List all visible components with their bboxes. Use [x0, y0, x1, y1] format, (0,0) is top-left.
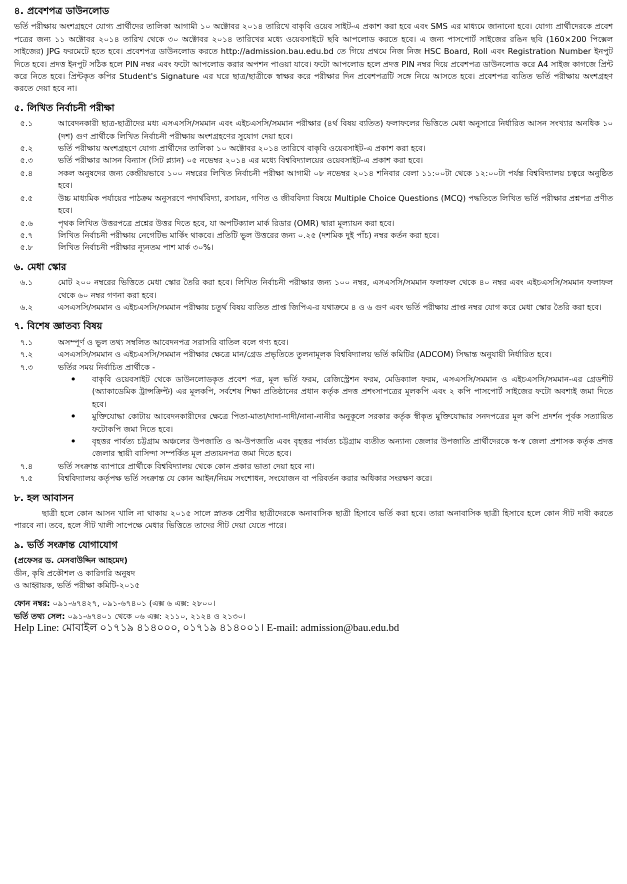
list-item [14, 473, 613, 485]
list-item [14, 277, 613, 302]
bullet-item: • বাকৃবি ওয়েবসাইট থেকে ডাউনলোডকৃত প্রবেশ পত্র, মূল ভর্তি ফরম, রেজিস্ট্রেশন ফরম, মেডিক্যাল ফরম, এসএসসি/সমমান ও এইচএসসি/সমমান-এর গ্রেডশীট (অ্যাকাডেমিক ট্রান্সক্রিপ্ট) এর মূলকপি, সর্বশেষ শিক্ষা প্রতিষ্ঠানের প্রধান কর্তৃক প্রদত্ত প্রশংসাপত্রের মূলকপি এবং ২ কপি পাসপোর্ট সাইজের ফটো অবশ্যই জমা দিতে হবে। [70, 374, 613, 411]
bullet-item: • মুক্তিযোদ্ধা কোটায় আবেদনকারীদের ক্ষেত্রে পিতা-মাতা/দাদা-দাদী/নানা-নানীর অনুকূলে সরকার কর্তৃক স্বীকৃত মুক্তিযোদ্ধার সনদপত্রের মূল কপি প্রদর্শন পূর্বক সত্যায়িত ফটোকপি জমা দিতে হবে। [70, 411, 613, 436]
item-text: লিখিত নির্বাচনী পরীক্ষায় নেগেটিভ মার্কিং থাকবে। প্রতিটি ভুল উত্তরের জন্য ০.২৫ (দশমিক দুই পাঁচ) নম্বর কর্তন করা হবে। [58, 230, 440, 240]
item-number: ৭.২ [20, 350, 33, 360]
item-number: ৭.৩ [20, 362, 33, 372]
item-text: অসম্পূর্ণ ও ভুল তথ্য সম্বলিত আবেদনপত্র সরাসরি বাতিল বলে গণ্য হবে। [58, 337, 289, 347]
item-number: ৬.২ [20, 302, 33, 312]
contact-name: (প্রফেসর ড. মেসবাউদ্দিন আহমেদ) [14, 556, 128, 566]
item-number: ৫.২ [20, 144, 33, 154]
section-title: ৯. ভর্তি সংক্রান্ত যোগাযোগ [14, 539, 118, 551]
helpline-label: Help Line: [14, 623, 60, 635]
section-body: ছাত্রী হলে কোন আসন খালি না থাকায় ২০১৫ সালে স্নাতক শ্রেণীর ছাত্রীদেরকে অনাবাসিক ছাত্রী হিসাবে ভর্তি করা হবে। তারা অনাবাসিক ছাত্রী হিসাবে হলে কোন সীট দাবী করতে পারবে না। তবে, হলে সীট খালী সাপেক্ষে মেধার ভিত্তিতে তাদের সীট দেয়া যেতে পারে। [14, 509, 613, 531]
info-cell-value: ০৯১-৬৭৪০১ থেকে ০৬ এক্স: ২১১০, ২১২৪ ও ২১৩০। [67, 611, 246, 621]
list-item [14, 461, 613, 473]
section-written-exam [14, 103, 613, 255]
phone-value: ০৯১-৬৭৪২৭, ০৯১-৬৭৪০১ (এক্স ৬ এক্স: ২৮০০। [52, 599, 216, 609]
section-merit-score [14, 262, 613, 315]
list-item [14, 118, 613, 143]
info-cell-line [14, 611, 613, 623]
item-text: ভর্তির সময় নির্বাচিত প্রার্থীকে - [58, 362, 156, 372]
item-number: ৬.১ [20, 278, 33, 288]
item-number: ৫.৭ [20, 230, 33, 240]
list-item [14, 143, 613, 155]
section-body: ভর্তি পরীক্ষায় অংশগ্রহণে যোগ্য প্রার্থীদের তালিকা আগামী ১০ অক্টোবর ২০১৪ তারিখে বাকৃবি ওয়েব সাইট-এ প্রকাশ করা হবে এবং SMS এর মাধ্যমে জানানো হবে। যোগ্য প্রার্থীদেরকে প্রবেশ পত্রের জন্য ১১ অক্টোবর ২০১৪ তারিখ থেকে ৩০ অক্টোবর ২০১৪ তারিখের মধ্যে ওয়েবসাইটে ছবি আপলোড করতে হবে। এ জন্য পাসপোর্ট সাইজের রঙিন ছবি (160×200 পিক্সেল সাইজের) JPG ফরমেটে হতে হবে। প্রবেশপত্র ডাউনলোড করতে http://admission.bau.edu.bd তে গিয়ে প্রথমে নিজ নিজ HSC Board, Roll এবং Registration Number ইনপুট দিতে হবে। প্রদত্ত ইনপুট সঠিক হলে PIN নম্বর এবং ফটো আপলোড করার অপশন পাওয়া যাবে। ফটো আপলোড হলে প্রদত্ত PIN নম্বর দিয়ে প্রবেশপত্র ডাউনলোড করে A4 সাইজ কাগজে প্রিন্ট করে নিতে হবে। প্রিন্টকৃত কপির Student's Signature এর ঘরে ছাত্র/ছাত্রীকে স্বাক্ষর করে পরীক্ষার দিন প্রবেশপত্রটি সঙ্গে নিয়ে আসতে হবে। প্রবেশপত্র ব্যতিত ভর্তি পরীক্ষায় অংশগ্রহণ করতে দেয়া হবে না। [14, 22, 613, 94]
item-number: ৫.৪ [20, 168, 33, 178]
list-item [14, 302, 613, 314]
bullet-item: • বৃহত্তর পার্বত্য চট্টগ্রাম অঞ্চলের উপজাতি ও অ-উপজাতি এবং বৃহত্তর পার্বত্য চট্টগ্রাম ব্যতীত অন্যান্য জেলার উপজাতি প্রার্থীদেরকে স্ব-স্ব জেলা প্রশাসক কর্তৃক প্রদত্ত জেলার স্থায়ী বাসিন্দা সম্পর্কিত মূল প্রত্যয়নপত্র জমা দিতে হবে। [70, 436, 613, 461]
item-number: ৫.৩ [20, 156, 33, 166]
item-number: ৫.৬ [20, 218, 33, 228]
item-text: আবেদনকারী ছাত্র-ছাত্রীদের মধ্য এসএসসি/সমমান এবং এইচএসসি/সমমান পরীক্ষার (৪র্থ বিষয় ব্যতিত) ফলাফলের ভিত্তিতে মেধা অনুসারে নির্ধারিত আসন সংখ্যার অনধিক ১০ (দশ) গুণ প্রার্থীকে লিখিত নির্বাচনী পরীক্ষায় অংশগ্রহণের সুযোগ দেয়া হবে। [58, 119, 613, 141]
phone-line [14, 598, 613, 610]
helpline [14, 623, 613, 635]
info-cell-label: ভর্তি তথ্য সেল: [14, 611, 66, 621]
item-number: ৫.৫ [20, 193, 33, 203]
section-title: ৬. মেধা স্কোর [14, 261, 67, 273]
item-text: সকল অনুষদের জন্য কেন্দ্রীয়ভাবে ১০০ নম্বরের লিখিত নির্বাচনী পরীক্ষা আগামী ০৮ নভেম্বর ২০১৪ শনিবার বেলা ১১:০০টা থেকে ১২:০০টা পর্যন্ত বিশ্ববিদ্যালয় চত্বরে অনুষ্ঠিত হবে। [58, 168, 613, 191]
list-item [14, 155, 613, 167]
list-item [14, 193, 613, 218]
section-title: ৪. প্রবেশপত্র ডাউনলোড [14, 6, 110, 17]
helpline-value: মোবাইল ০১৭১৯ ৪১৪০০০, ০১৭১৯ ৪১৪০০১। E-mail: admission@bau.edu.bd [61, 623, 400, 635]
item-text: এসএসসি/সমমান ও এইচএসসি/সমমান পরীক্ষায় চতুর্থ বিষয় ব্যতিত প্রাপ্ত জিপিএ-র যথাক্রমে ৪ ও ৬ গুণ এবং ভর্তি পরীক্ষায় প্রাপ্ত নম্বর যোগ করে মেধা স্কোর তৈরি করা হবে। [58, 302, 602, 312]
contact-role: ও আহ্বায়ক, ভর্তি পরীক্ষা কমিটি-২০১৫ [14, 581, 140, 591]
item-number: ৫.৮ [20, 243, 33, 253]
item-text: ভর্তি সংক্রান্ত ব্যাপারে প্রার্থীকে বিশ্ববিদ্যালয় থেকে কোন প্রকার ভাতা দেয়া হবে না। [58, 461, 315, 471]
section-title: ৮. হল আবাসন [14, 492, 74, 504]
list-item [14, 230, 613, 242]
item-number: ৭.১ [20, 337, 33, 347]
item-text: এসএসসি/সমমান ও এইচএসসি/সমমান পরীক্ষার ক্ষেত্রে মান/গ্রেড প্রভৃতিতে তুলনামূলক বিশ্ববিদ্যালয় ভর্তি কমিটির (ADCOM) সিদ্ধান্ত অনুযায়ী নির্ধারিত হবে। [58, 350, 552, 360]
section-special-notes [14, 321, 613, 485]
item-text: লিখিত নির্বাচনী পরীক্ষার ন্যূনতম পাশ মার্ক ৩০%। [58, 243, 214, 253]
bullet-list [14, 374, 613, 461]
list-item [14, 337, 613, 349]
section-admit-card [14, 6, 613, 96]
item-text: ভর্তি পরীক্ষার আসন বিন্যাস (সিট প্ল্যান) ০৫ নভেম্বর ২০১৪ এর মধ্যে বিশ্ববিদ্যালয়ের ওয়েবসাইট-এ প্রকাশ করা হবে। [58, 156, 424, 166]
phone-label: ফোন নম্বর: [14, 599, 51, 609]
list-item [14, 218, 613, 230]
item-number: ৭.৪ [20, 461, 33, 471]
section-contact [14, 540, 613, 636]
list-item [14, 349, 613, 361]
item-number: ৫.১ [20, 119, 33, 129]
item-text: বিশ্ববিদ্যালয় কর্তৃপক্ষ ভর্তি সংক্রান্ত যে কোন আইন/নিয়ম সংশোধন, সংযোজন বা পরিবর্তন করার অধিকার সংরক্ষণ করে। [58, 474, 433, 484]
list-item [14, 362, 613, 374]
item-text: উচ্চ মাধ্যমিক পর্যায়ের পাঠক্রম অনুসরণে পদার্থবিদ্যা, রসায়ন, গণিত ও জীববিদ্যা বিষয়ে Multiple Choice Questions (MCQ) পদ্ধতিতে লিখিত ভর্তি পরীক্ষার প্রশ্নপত্র প্রণীত হবে। [58, 193, 613, 216]
item-text: ভর্তি পরীক্ষায় অংশগ্রহণে যোগ্য প্রার্থীদের তালিকা ১০ অক্টোবর ২০১৪ তারিখে বাকৃবি ওয়েবসাইট-এ প্রকাশ করা হবে। [58, 144, 426, 154]
section-title: ৫. লিখিত নির্বাচনী পরীক্ষা [14, 102, 115, 114]
section-title: ৭. বিশেষ জ্ঞাতব্য বিষয় [14, 321, 103, 333]
list-item [14, 168, 613, 193]
contact-role: ডীন, কৃষি প্রকৌশল ও কারিগরি অনুষদ [14, 568, 136, 578]
section-hall-accommodation [14, 493, 613, 533]
item-text: পৃথক লিখিত উত্তরপত্রে প্রশ্নের উত্তর দিতে হবে, যা অপটিক্যাল মার্ক রিডার (OMR) দ্বারা মূল্যায়ন করা হবে। [58, 218, 395, 228]
list-item [14, 242, 613, 254]
item-text: মোট ২০০ নম্বরের ভিত্তিতে মেধা স্কোর তৈরি করা হবে। লিখিত নির্বাচনী পরীক্ষার জন্য ১০০ নম্বর, এসএসসি/সমমান ফলাফল থেকে ৪০ নম্বর এবং এইচএসসি/সমমান ফলাফল থেকে ৬০ নম্বর গণনা করা হবে। [58, 278, 613, 300]
item-number: ৭.৫ [20, 474, 33, 484]
